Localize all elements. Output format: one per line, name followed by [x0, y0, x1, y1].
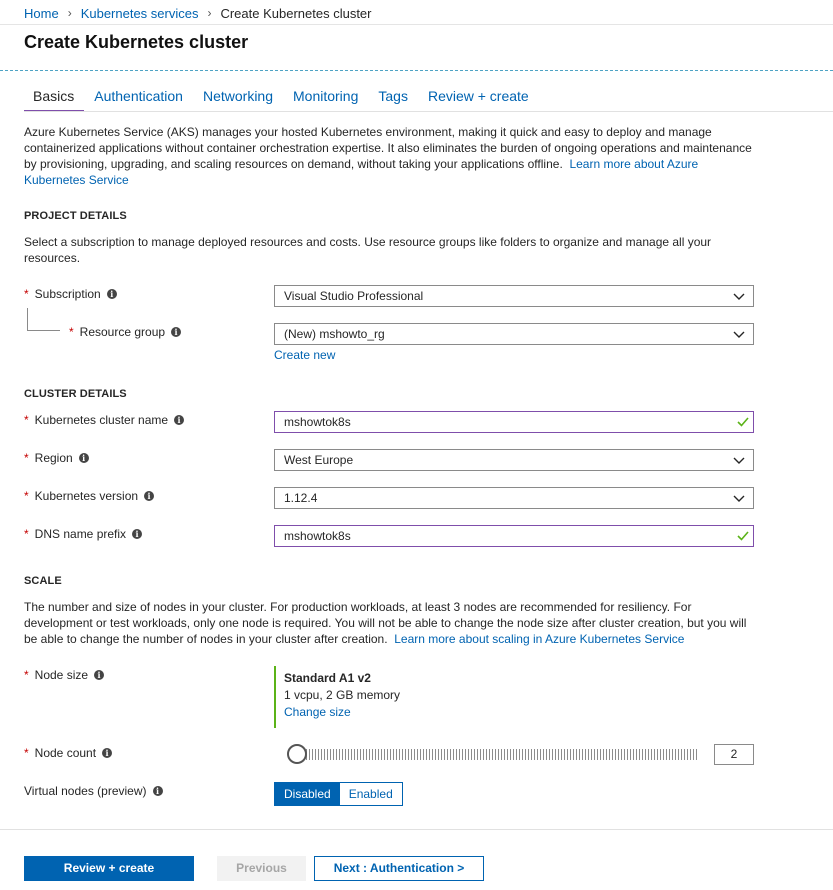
chevron-down-icon	[733, 329, 745, 339]
required-asterisk: *	[24, 287, 29, 301]
virtual-nodes-disabled-option[interactable]: Disabled	[275, 783, 340, 805]
required-asterisk: *	[24, 489, 29, 503]
cluster-name-input[interactable]	[274, 411, 754, 433]
tab-authentication[interactable]: Authentication	[94, 88, 183, 104]
learn-more-aks-link[interactable]: Learn more about Azure Kubernetes Service	[24, 157, 699, 187]
kubernetes-version-value: 1.12.4	[284, 491, 318, 505]
slider-track[interactable]	[297, 749, 699, 760]
resource-group-select[interactable]	[274, 323, 754, 345]
required-asterisk: *	[24, 668, 29, 682]
cluster-name-value: mshowtok8s	[284, 415, 351, 429]
required-asterisk: *	[69, 325, 74, 339]
subscription-value: Visual Studio Professional	[284, 289, 424, 303]
virtual-nodes-label	[24, 783, 163, 799]
previous-button[interactable]: Previous	[217, 856, 306, 881]
virtual-nodes-enabled-option[interactable]: Enabled	[340, 783, 402, 805]
tab-review-create[interactable]: Review + create	[427, 88, 529, 104]
required-asterisk: *	[24, 746, 29, 760]
info-icon[interactable]: i	[94, 670, 104, 680]
region-label	[24, 450, 89, 466]
subscription-label	[24, 286, 117, 302]
header-divider	[0, 24, 833, 25]
resource-group-label	[69, 324, 181, 340]
tab-monitoring[interactable]: Monitoring	[293, 88, 359, 104]
info-icon[interactable]: i	[171, 327, 181, 337]
cluster-name-label-text: Kubernetes cluster name	[34, 413, 169, 427]
intro-paragraph	[24, 124, 754, 188]
cluster-name-label	[24, 412, 184, 428]
region-select[interactable]	[274, 449, 754, 471]
dns-prefix-input[interactable]	[274, 525, 754, 547]
tab-tags[interactable]: Tags	[378, 88, 408, 104]
project-details-title: PROJECT DETAILS	[24, 210, 127, 222]
scale-title: SCALE	[24, 575, 62, 587]
project-details-desc: Select a subscription to manage deployed resources and costs. Use resource groups like folders to organize and manage all your resources.	[24, 235, 712, 265]
resource-group-value: (New) mshowto_rg	[284, 327, 385, 341]
virtual-nodes-label-text: Virtual nodes (preview)	[24, 784, 147, 798]
kubernetes-version-select[interactable]	[274, 487, 754, 509]
chevron-right-icon: ›	[67, 6, 72, 20]
cluster-details-title: CLUSTER DETAILS	[24, 388, 127, 400]
node-size-label-text: Node size	[34, 668, 89, 682]
breadcrumb-home[interactable]: Home	[24, 5, 59, 21]
node-size-name: Standard A1 v2	[284, 671, 371, 685]
info-icon[interactable]: i	[153, 786, 163, 796]
info-icon[interactable]: i	[144, 491, 154, 501]
dns-prefix-value: mshowtok8s	[284, 529, 351, 543]
tab-networking[interactable]: Networking	[202, 88, 273, 104]
info-icon[interactable]: i	[102, 748, 112, 758]
node-count-label-text: Node count	[34, 746, 97, 760]
info-icon[interactable]: i	[132, 529, 142, 539]
node-count-label	[24, 745, 112, 761]
change-size-link[interactable]: Change size	[284, 705, 351, 719]
checkmark-icon	[737, 416, 749, 428]
subscription-label-text: Subscription	[34, 287, 101, 301]
learn-more-scaling-link[interactable]: Learn more about scaling in Azure Kubernetes Service	[394, 632, 685, 646]
subscription-select[interactable]	[274, 285, 754, 307]
dns-prefix-label-text: DNS name prefix	[34, 527, 127, 541]
required-asterisk: *	[24, 413, 29, 427]
tab-divider	[24, 111, 833, 112]
next-authentication-button[interactable]: Next : Authentication >	[314, 856, 484, 881]
breadcrumb-current: Create Kubernetes cluster	[220, 5, 372, 21]
scale-desc: The number and size of nodes in your cluster. For production workloads, at least 3 nodes are recommended for resiliency. For development or test workloads, only one node is required. You will not be able to change the node size after cluster creation, but you will be able to change the number of nodes in your cluster after creation.	[24, 600, 747, 646]
virtual-nodes-toggle	[274, 782, 403, 806]
region-label-text: Region	[34, 451, 73, 465]
tab-bar	[24, 86, 539, 112]
kubernetes-version-label	[24, 488, 154, 504]
tree-connector	[27, 308, 60, 331]
required-asterisk: *	[24, 451, 29, 465]
kubernetes-version-label-text: Kubernetes version	[34, 489, 139, 503]
resource-group-label-text: Resource group	[79, 325, 166, 339]
tab-basics[interactable]: Basics	[24, 86, 84, 112]
chevron-right-icon: ›	[207, 6, 212, 20]
breadcrumb-kubernetes-services[interactable]: Kubernetes services	[80, 5, 199, 21]
info-icon[interactable]: i	[174, 415, 184, 425]
review-create-button[interactable]: Review + create	[24, 856, 194, 881]
header-dashed-divider	[0, 70, 833, 71]
node-count-input[interactable]: 2	[714, 744, 754, 765]
chevron-down-icon	[733, 291, 745, 301]
node-count-slider[interactable]	[283, 744, 699, 764]
scale-paragraph	[24, 599, 754, 647]
node-size-label	[24, 667, 104, 683]
slider-thumb[interactable]	[287, 744, 307, 764]
dns-prefix-label	[24, 526, 142, 542]
chevron-down-icon	[733, 493, 745, 503]
region-value: West Europe	[284, 453, 354, 467]
breadcrumb	[24, 5, 372, 21]
node-size-panel	[274, 666, 474, 728]
node-size-spec: 1 vcpu, 2 GB memory	[284, 688, 401, 702]
create-new-link[interactable]: Create new	[274, 348, 336, 362]
footer-divider	[0, 829, 833, 830]
checkmark-icon	[737, 530, 749, 542]
intro-text: Azure Kubernetes Service (AKS) manages your hosted Kubernetes environment, making it quick and easy to deploy and manage containerized applications without container orchestration expertise. It also eliminates the burden of ongoing operations and maintenance by provisioning, upgrading, and scaling resources on demand, without taking your applications offline.	[24, 125, 752, 171]
chevron-down-icon	[733, 455, 745, 465]
info-icon[interactable]: i	[107, 289, 117, 299]
info-icon[interactable]: i	[79, 453, 89, 463]
required-asterisk: *	[24, 527, 29, 541]
page-title: Create Kubernetes cluster	[24, 32, 249, 52]
